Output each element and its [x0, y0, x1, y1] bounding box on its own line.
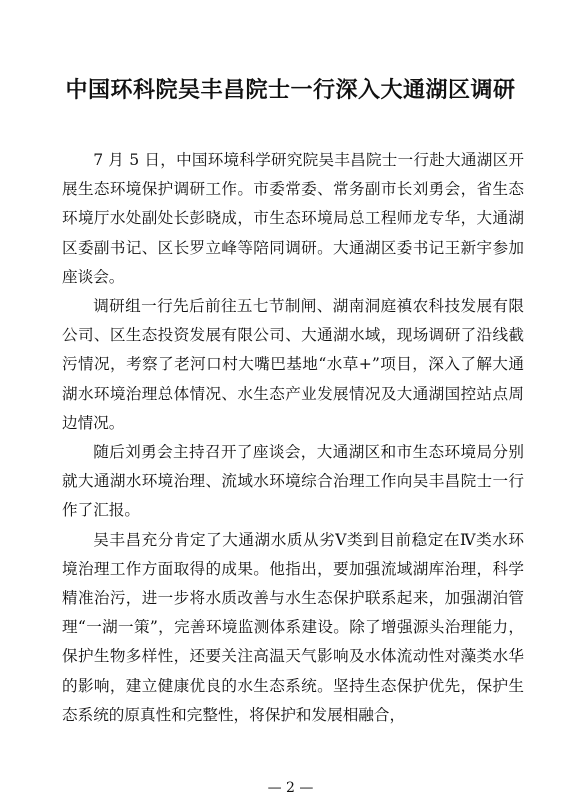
paragraph-1: 7 月 5 日，中国环境科学研究院吴丰昌院士一行赴大通湖区开展生态环境保护调研工作。市委常委、常务副市长刘勇会，省生态环境厅水处副处长彭晓成，市生态环境局总工程师龙专华，大通湖区委副书记、区长罗立峰等陪同调研。大通湖区委书记王新宇参加座谈会。	[62, 151, 524, 286]
document-body	[62, 146, 524, 730]
document-title: 中国环科院吴丰昌院士一行深入大通湖区调研	[65, 78, 516, 103]
page-number: — 2 —	[267, 780, 314, 796]
paragraph-4: 吴丰昌充分肯定了大通湖水质从劣Ⅴ类到目前稳定在Ⅳ类水环境治理工作方面取得的成果。他指出，要加强流域湖库治理，科学精准治污，进一步将水质改善与水生态保护联系起来，加强湖泊管理“一湖一策”，完善环境监测体系建设。除了增强源头治理能力，保护生物多样性，还要关注高温天气影响及水体流动性对藻类水华的影响，建立健康优良的水生态系统。坚持生态保护优先，保护生态系统的原真性和完整性，将保护和发展相融合，	[62, 530, 524, 724]
paragraph-3: 随后刘勇会主持召开了座谈会，大通湖区和市生态环境局分别就大通湖水环境治理、流域水环境综合治理工作向吴丰昌院士一行作了汇报。	[62, 443, 524, 520]
paragraph-2: 调研组一行先后前往五七节制闸、湖南洞庭禛农科技发展有限公司、区生态投资发展有限公司、大通湖水域，现场调研了沿线截污情况，考察了老河口村大嘴巴基地“水草+”项目，深入了解大通湖水环境治理总体情况、水生态产业发展情况及大通湖国控站点周边情况。	[62, 297, 524, 432]
